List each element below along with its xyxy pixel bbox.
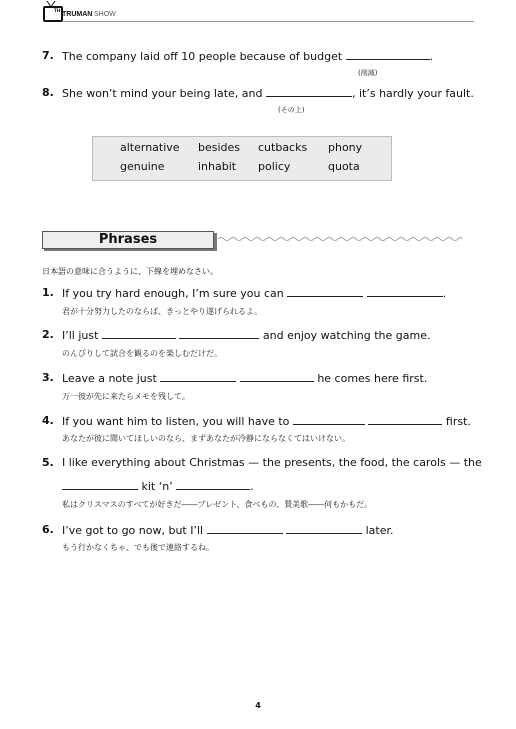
- phrase-6-number: 6.: [42, 523, 54, 536]
- phrase-5-translation: 私はクリスマスのすべてが好きだ――プレゼント、食べもの、賛美歌――何もかもだ。: [62, 500, 373, 509]
- q8-hint: (その上): [278, 106, 305, 114]
- phrase-3-sentence: [62, 371, 427, 385]
- word-option: quota: [328, 160, 360, 173]
- phrase-4-text-after: first.: [445, 415, 471, 428]
- header-rule: [62, 21, 474, 22]
- q8-number: 8.: [42, 86, 54, 99]
- phrase-2-text-before: I’ll just: [62, 329, 99, 342]
- phrase-3-number: 3.: [42, 371, 54, 384]
- phrase-1-blank-b[interactable]: [367, 286, 443, 297]
- q7-number: 7.: [42, 49, 54, 62]
- phrase-1-translation: 君が十分努力したのならば、きっとやり遂げられるよ。: [62, 307, 262, 316]
- phrase-1-sentence: [62, 286, 446, 300]
- q8-text-after: , it’s hardly your fault.: [352, 87, 474, 100]
- q8-sentence: [62, 86, 474, 100]
- phrase-2-translation: のんびりして試合を観るのを楽しむだけだ。: [62, 349, 222, 358]
- phrase-5-line1: I like everything about Christmas — the presents, the food, the carols — the: [62, 456, 482, 469]
- phrase-2-number: 2.: [42, 328, 54, 341]
- q7-sentence: [62, 49, 433, 63]
- q7-blank[interactable]: [346, 49, 430, 60]
- phrase-1-number: 1.: [42, 286, 54, 299]
- q8-blank[interactable]: [266, 86, 352, 97]
- phrase-6-blank-a[interactable]: [207, 523, 283, 534]
- q7-end: .: [429, 50, 434, 63]
- phrase-4-number: 4.: [42, 414, 54, 427]
- wavy-divider: [218, 235, 462, 243]
- phrase-3-translation: 万一彼が先に来たらメモを残して。: [62, 392, 190, 401]
- q8-text-before: She won’t mind your being late, and: [62, 87, 263, 100]
- phrase-5-end: .: [250, 480, 254, 493]
- phrase-3-blank-a[interactable]: [160, 371, 236, 382]
- phrase-3-blank-b[interactable]: [240, 371, 314, 382]
- phrase-2-text-after: and enjoy watching the game.: [262, 329, 431, 342]
- phrase-4-blank-b[interactable]: [368, 414, 442, 425]
- logo-subtitle: SHOW: [94, 11, 116, 18]
- section-title: Phrases: [98, 232, 158, 247]
- word-option: besides: [198, 141, 241, 154]
- phrase-6-text-before: I’ve got to go now, but I’ll: [62, 524, 204, 537]
- phrase-3-text-before: Leave a note just: [62, 372, 157, 385]
- phrase-4-translation: あなたが彼に聞いてほしいのなら、まずあなたが冷静にならなくてはいけない。: [62, 434, 350, 443]
- logo-small-text: THE: [54, 8, 64, 13]
- phrase-5-number: 5.: [42, 456, 54, 469]
- word-option: inhabit: [198, 160, 237, 173]
- word-option: cutbacks: [258, 141, 308, 154]
- word-option: policy: [258, 160, 291, 173]
- phrase-4-sentence: [62, 414, 471, 428]
- logo-title: TRUMAN: [62, 11, 93, 18]
- phrase-4-blank-a[interactable]: [293, 414, 365, 425]
- phrase-3-text-after: he comes here first.: [317, 372, 428, 385]
- q7-hint: (削減): [358, 69, 378, 77]
- phrase-6-translation: もう行かなくちゃ、でも後で連絡するね。: [62, 543, 214, 552]
- q7-text: The company laid off 10 people because of budget: [62, 50, 343, 63]
- phrase-5-blank-b[interactable]: [176, 479, 250, 490]
- phrase-2-blank-a[interactable]: [102, 328, 176, 339]
- phrase-5-line2: [62, 479, 254, 493]
- word-option: phony: [328, 141, 363, 154]
- phrase-6-text-after: later.: [365, 524, 394, 537]
- word-option: genuine: [120, 160, 165, 173]
- phrase-1-blank-a[interactable]: [287, 286, 363, 297]
- phrase-6-sentence: [62, 523, 393, 537]
- word-option: alternative: [120, 141, 180, 154]
- phrase-2-blank-b[interactable]: [179, 328, 259, 339]
- phrase-2-sentence: [62, 328, 430, 342]
- phrase-1-text-before: If you try hard enough, I’m sure you can: [62, 287, 284, 300]
- page-number: 4: [255, 701, 261, 710]
- instruction-text: 日本語の意味に合うように、下線を埋めなさい。: [42, 267, 218, 276]
- phrase-5-blank-a[interactable]: [62, 479, 138, 490]
- phrase-6-blank-b[interactable]: [286, 523, 362, 534]
- phrase-1-text-after: .: [442, 287, 447, 300]
- phrase-5-mid: kit ‘n’: [141, 480, 173, 493]
- phrase-4-text-before: If you want him to listen, you will have to: [62, 415, 290, 428]
